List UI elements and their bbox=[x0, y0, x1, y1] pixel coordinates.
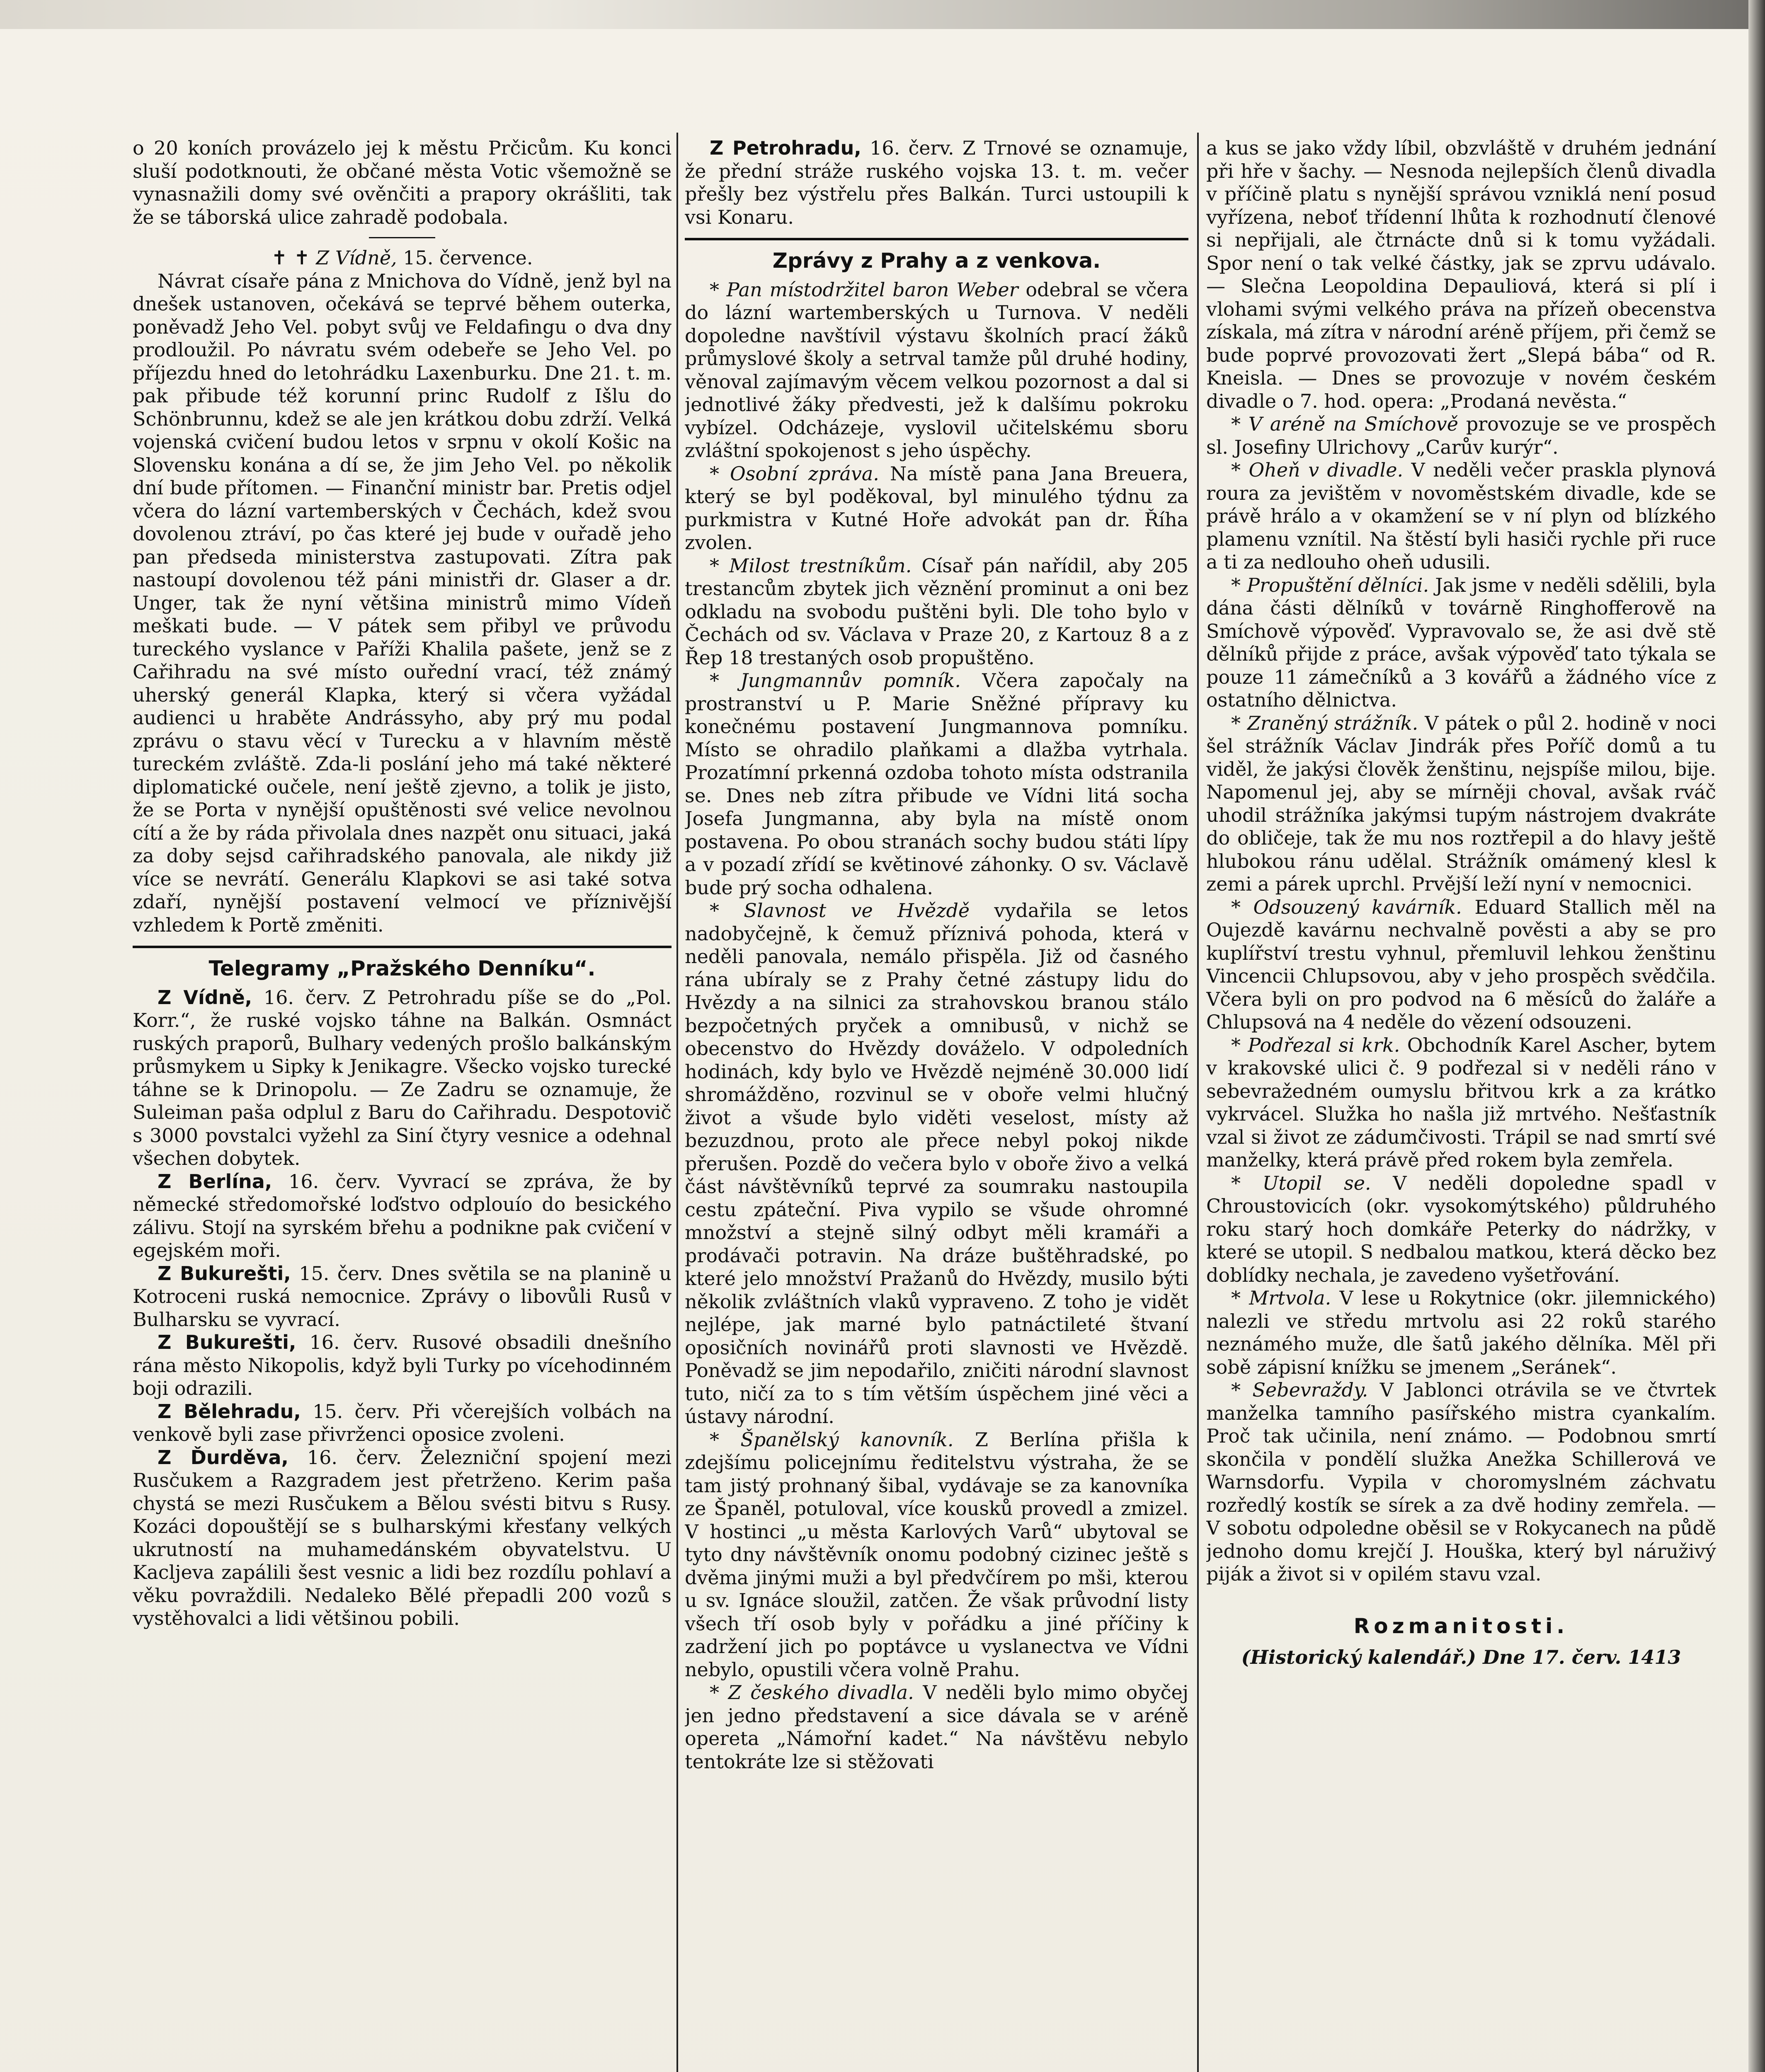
separator bbox=[685, 238, 1188, 240]
section-heading: Rozmanitosti. bbox=[1353, 1614, 1569, 1638]
telegram: Z Ďurděva, 16. červ. Železniční spojení mezi Rusčukem a Razgradem jest přetrženo. Kerim paša chystá se mezi Rusčukem a Bělou svésti bitvu s Rusy. Kozáci dopouštějí se s bulharskými křesťany velkých ukrutností na muhamedánském obyvatelstvu. U Kacljeva zapálili šest vesnic a lidi bez rozdílu pohlaví a věku povraždili. Nedaleko Bělé přepadli 200 vozů s vystěhovalci a lidi většinou pobili. bbox=[133, 1446, 672, 1629]
telegram: Z Petrohradu, 16. červ. Z Trnové se oznamuje, že přední stráže ruského vojska 13. t. m. večer přešly bez výstřelu přes Balkán. Turci ustoupili k vsi Konaru. bbox=[685, 137, 1188, 228]
column-2 bbox=[685, 137, 1188, 2072]
column-1 bbox=[133, 137, 672, 2072]
column-rule-2 bbox=[1197, 133, 1199, 2072]
telegram: Z Bukurešti, 16. červ. Rusové obsadili dnešního rána město Nikopolis, když byli Turky po vícehodinném boji odrazili. bbox=[133, 1331, 672, 1399]
column-rule-1 bbox=[676, 133, 678, 2072]
scan-right-edge bbox=[1748, 0, 1765, 2072]
dateline-place: Z Vídně, bbox=[316, 247, 397, 269]
news-item: * Odsouzený kavárník. Eduard Stallich měl na Oujezdě kavárnu nechvalně pověsti a aby se pro kuplířství trestu vyhnul, přemluvil lehkou ženštinu Vincencii Chlupsovou, aby v jeho prospěch svědčila. Včera byli on pro podvod na 6 měsíců do žaláře a Chlupsová na 4 neděle do vězení odsouzeni. bbox=[1206, 896, 1716, 1033]
cross-mark: ✝ ✝ bbox=[271, 247, 310, 269]
article-text: o 20 koních provázelo jej k městu Prčicům. Ku konci sluší podotknouti, že občané města Votic všemožně se vynasnažili domy své ověnčiti a prapory okrášliti, tak že se táborská ulice zahradě podobala. bbox=[133, 137, 672, 228]
article-text: Návrat císaře pána z Mnichova do Vídně, jenž byl na dnešek ustanoven, očekává se teprvé během outerka, poněvadž Jeho Vel. pobyt svůj ve Feldafingu o dva dny prodloužil. Po návratu svém odebeře se Jeho Vel. po příjezdu hned do letohrádku Laxenburku. Dne 21. t. m. pak přibude též korunní princ Rudolf z Išlu do Schönbrunnu, kdež se ale jen krátkou dobu zdrží. Velká vojenská cvičení budou letos v srpnu v okolí Košic na Slovensku konána a dí se, že jim Jeho Vel. po několik dní bude přítomen. — Finanční ministr bar. Pretis odjel včera do lázní vartemberských v Čechách, kdež svou dovolenou ztráví, po čas které jej bude v ouřadě jeho pan předseda ministerstva zastupovati. Zítra pak nastoupí dovolenou též páni ministři dr. Glaser a dr. Unger, tak že nyní většina ministrů mimo Vídeň meškati bude. — V pátek sem přibyl ve průvodu tureckého vyslance v Paříži Khalila pašete, jenž se z Cařihradu na své místo ouřední vrací, též známý uherský generál Klapka, který si včera vyžádal audienci u hraběte Andrássyho, aby prý mu podal zprávu o stavu věcí v Turecku a v hlavním městě tureckém zvláště. Zda-li poslání jeho má také některé diplomatické oučele, není ještě zjevno, a tolik je jisto, že se Porta v nynější opuštěnosti své velice nevolnou cítí a že by ráda přivolala dnes nazpět onu situaci, jaká za doby sejsd cařihradského panovala, ale nikdy již více se nevrátí. Generálu Klapkovi se asi také sotva zdaří, nynější postavení velmocí ve příznivější vzhledem k Portě změniti. bbox=[133, 269, 672, 936]
news-item: * Z českého divadla. V neděli bylo mimo obyčej jen jedno představení a sice dávala se v aréně opereta „Námořní kadet.“ Na návštěvu nebylo tentokráte lze si stěžovati bbox=[685, 1681, 1188, 1773]
news-item: * Španělský kanovník. Z Berlína přišla k zdejšímu policejnímu ředitelstvu výstraha, že se tam jistý prohnaný šibal, vydávaje se za kanovníka ze Španěl, potuloval, více kousků provedl a zmizel. V hostinci „u města Karlových Varů“ ubytoval se tyto dny návštěvník onomu podobný cizinec ještě s dvěma jinými muži a byl předvčírem po mši, kterou u sv. Ignáce sloužil, zatčen. Že však průvodní listy všech tří osob byly v pořádku a jiné příčiny k zadržení jich po poptávce u vyslanectva ve Vídni nebylo, opustili včera volně Prahu. bbox=[685, 1428, 1188, 1681]
section-heading: Zprávy z Prahy a z venkova. bbox=[772, 249, 1101, 273]
news-item: * Jungmannův pomník. Včera započaly na prostranství u P. Marie Sněžné přípravy ku konečnému postavení Jungmannova pomníku. Místo se ohradilo plaňkami a dlažba vytrhala. Prozatímní prkenná ozdoba tohoto místa odstranila se. Dnes neb zítra přibude ve Vídni litá socha Josefa Jungmanna, aby byla na místě onom postavena. Po obou stranách sochy budou státi lípy a v pozadí zřídí se květinové záhonky. O sv. Václavě bude prý socha odhalena. bbox=[685, 669, 1188, 899]
news-item: * Propuštění dělníci. Jak jsme v neděli sdělili, byla dána části dělníků v továrně Ringhofferově na Smíchově výpověď. Vypravovalo se, že asi dvě stě dělníků přijde z práce, avšak výpověď tato týkala se pouze 11 zámečníků a 3 kovářů a žádného více z ostatního dělnictva. bbox=[1206, 574, 1716, 711]
telegram: Z Berlína, 16. červ. Vyvrací se zpráva, že by německé středomořské loďstvo odplouío do besického zálivu. Stojí na syrském břehu a podnikne pak cvičení v egejském moři. bbox=[133, 1170, 672, 1261]
news-item: * Milost trestníkům. Císař pán nařídil, aby 205 trestancům zbytek jich věznění prominut a oni bez odkladu na svobodu puštěni byli. Dle toho bylo v Čechách od sv. Václava v Praze 20, z Kartouz 8 a z Řep 18 trestaných osob propuštěno. bbox=[685, 554, 1188, 669]
dateline bbox=[133, 247, 672, 270]
separator bbox=[133, 946, 672, 948]
news-item: * Zraněný strážník. V pátek o půl 2. hodině v noci šel strážník Václav Jindrák přes Poříč domů a tu viděl, že jakýsi člověk ženštinu, nejspíše milou, bije. Napomenul jej, aby se mírněji choval, avšak rváč uhodil strážníka jakýmsi tupým nástrojem dvakráte do obličeje, tak že mu nos roztřepil a do hlavy ještě hlubokou ránu udělal. Strážník omámený klesl k zemi a párek uprchl. Prvější leží nyní v nemocnici. bbox=[1206, 712, 1716, 895]
news-item: * V aréně na Smíchově provozuje se ve prospěch sl. Josefiny Ulrichovy „Carův kurýr“. bbox=[1206, 413, 1716, 458]
separator bbox=[369, 237, 435, 238]
section-heading: Telegramy „Pražského Denníku“. bbox=[209, 956, 596, 980]
news-item: * Utopil se. V neděli dopoledne spadl v Chroustovicích (okr. vysokomýtského) půldruhého roku starý hoch domkáře Peterky do nádržky, v které se utopil. S nedbalou matkou, která děcko bez doblídky nechala, je zavedeno vyšetřování. bbox=[1206, 1172, 1716, 1286]
column-3 bbox=[1206, 137, 1716, 2072]
telegram: Z Bukurešti, 15. červ. Dnes světila se na planině u Kotroceni ruská nemocnice. Zprávy o libovůli Rusů v Bulharsku se vyvrací. bbox=[133, 1262, 672, 1331]
news-item: * Osobní zpráva. Na místě pana Jana Breuera, který se byl poděkoval, byl minulého týdnu za purkmistra v Kutné Hoře advokát pan dr. Říha zvolen. bbox=[685, 462, 1188, 554]
news-item: * Podřezal si krk. Obchodník Karel Ascher, bytem v krakovské ulici č. 9 podřezal si v neděli ráno v sebevražedném oumyslu břitvou krk a za krátko vykrvácel. Služka ho našla již mrtvého. Nešťastník vzal si život ze zádumčivosti. Trápil se nad smrtí své manželky, která právě před rokem byla zemřela. bbox=[1206, 1034, 1716, 1171]
telegram: Z Bělehradu, 15. červ. Při včerejších volbách na venkově byli zase přivrženci oposice zvoleni. bbox=[133, 1400, 672, 1445]
news-item: * Slavnost ve Hvězdě vydařila se letos nadobyčejně, k čemuž příznivá pohoda, která v neděli panovala, nemálo přispěla. Již od časného rána ubíraly se z Prahy četné zástupy lidu do Hvězdy a na silnici za strahovskou branou stálo bezpočetných pryček a omnibusů, v nichž se obecenstvo do Hvězdy dováželo. V odpoledních hodinách, kdy bylo ve Hvězdě nejméně 30.000 lidí shromážděno, rozvinul se v oboře velmi hlučný život a všude bylo viděti veselost, místy až bezuzdnou, proto ale přece nebyl pokoj nikde přerušen. Pozdě do večera bylo v oboře živo a velká část návštěvníků teprvé za soumraku nastoupila cestu zpáteční. Piva vypilo se všude ohromné množství a stejně silný odbyt měli kramáři a prodávači potravin. Na dráze buštěhradské, po které jelo množství Pražanů do Hvězdy, musilo býti několik zvláštních vlaků vypraveno. Z toho je vidět nejlépe, jak marné bylo patnáctileté štvaní oposičních novinářů proti slavnosti ve Hvězdě. Poněvadž se jim nepodařilo, zničiti národní slavnost tuto, ničí za to s tím větším úspěchem jiné věci a ústavy národní. bbox=[685, 899, 1188, 1428]
news-item: * Mrtvola. V lese u Rokytnice (okr. jilemnického) nalezli ve středu mrtvolu asi 22 roků starého neznámého muže, dle šatů jakého dělníka. Měl při sobě zápisní knížku se jmenem „Seránek“. bbox=[1206, 1287, 1716, 1378]
news-item: * Pan místodržitel baron Weber odebral se včera do lázní wartemberských u Turnova. V neděli dopoledne navštívil výstavu školních prací žáků průmyslové školy a setrval tamže půl druhé hodiny, věnoval zajímavým věcem velkou pozornost a dal si jednotlivé žáky předvesti, jež k dalšímu pokroku vybízel. Odcházeje, vyslovil učitelskému sboru zvláštní spokojenost s jeho úspěchy. bbox=[685, 278, 1188, 462]
telegram: Z Vídně, 16. červ. Z Petrohradu píše se do „Pol. Korr.“, že ruské vojsko táhne na Balkán. Osmnáct ruských praporů, Bulhary vedených prošlo balkánským průsmykem u Sipky k Jenikagre. Všecko vojsko turecké táhne se k Drinopolu. — Ze Zadru se oznamuje, že Suleiman paša odplul z Baru do Cařihradu. Despotovič s 3000 povstalci vyžehl za Siní čtyry vesnice a odehnal všechen dobytek. bbox=[133, 986, 672, 1169]
news-item-continued: a kus se jako vždy líbil, obzvláště v druhém jednání při hře v šachy. — Nesnoda nejlepších členů divadla v příčině platu s nynější správou vzniklá není posud vyřízena, neboť třídenní lhůta k rozhodnutí členové si nepřijali, ale čtrnácte dnů si k tomu vyžádali. Spor není o tak velké částky, jak se zprvu udávalo. — Slečna Leopoldina Depauliová, která si plí i vlohami svými velkého práva na přízeň obecenstva získala, má zítra v národní aréně příjem, při čemž se bude poprvé provozovati žert „Slepá bába“ od R. Kneisla. — Dnes se provozuje v novém českém divadle o 7. hod. opera: „Prodaná nevěsta.“ bbox=[1206, 137, 1716, 412]
scan-top-edge bbox=[0, 0, 1765, 29]
section-subheading: (Historický kalendář.) Dne 17. červ. 1413 bbox=[1241, 1646, 1681, 1668]
news-item: * Oheň v divadle. V neděli večer praskla plynová roura za jevištěm v novoměstském divadle, kde se právě hrálo a v okamžení se v ní plyn od blízkého plamenu vznítil. Na štěstí byli hasiči rychle při ruce a ti za nedlouho oheň udusili. bbox=[1206, 459, 1716, 573]
dateline-date: 15. července. bbox=[403, 247, 533, 269]
news-item: * Sebevraždy. V Jablonci otrávila se ve čtvrtek manželka tamního pasířského mistra cyankalím. Proč tak učinila, není známo. — Podobnou smrtí skončila v pondělí služka Anežka Schillerová ve Warnsdorfu. Vypila v choromyslném záchvatu rozředlý kostík se sírek a za dvě hodiny zemřela. — V sobotu odpoledne oběsil se v Rokycanech na půdě jednoho domu krejčí J. Houška, který byl náruživý piják a život si v opilém stavu vzal. bbox=[1206, 1379, 1716, 1585]
